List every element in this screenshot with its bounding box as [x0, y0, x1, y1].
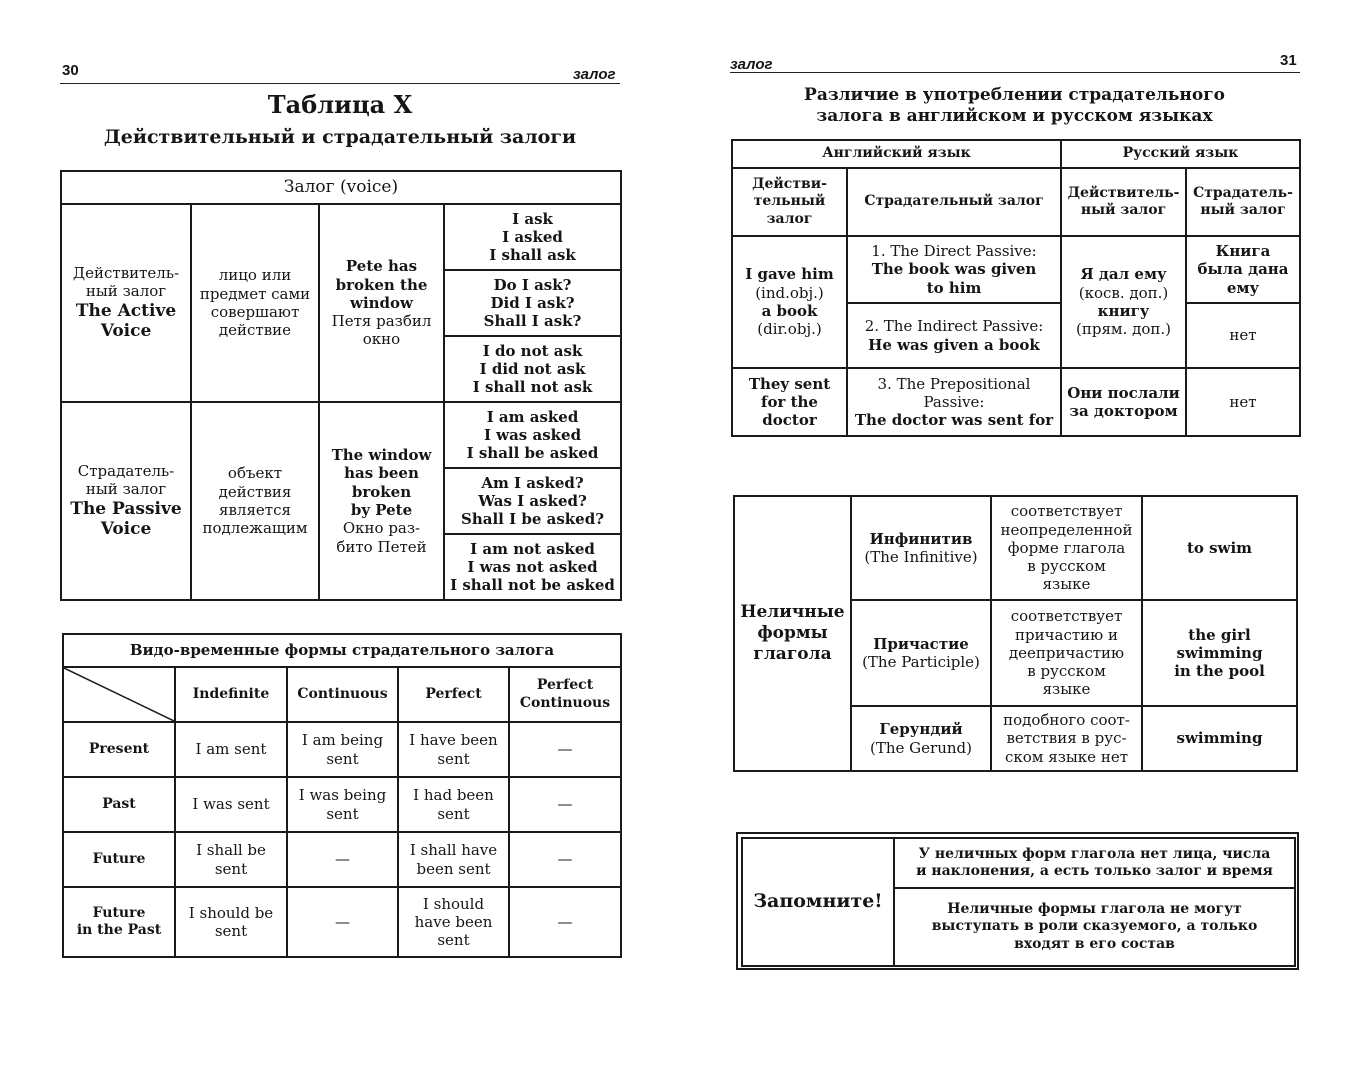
row-label: Past	[63, 777, 175, 832]
voice-table	[60, 170, 622, 601]
subheader-passive-en: Страдательный залог	[847, 168, 1061, 236]
passive-negative-forms: I am not asked I was not asked I shall not be asked	[444, 534, 621, 600]
voice-table-header: Залог (voice)	[61, 171, 621, 204]
comparison-title: Различие в употреблении страдательного залога в английском и русском языках	[804, 85, 1225, 127]
active-question-forms: Do I ask? Did I ask? Shall I ask?	[444, 270, 621, 336]
header-rule-left	[60, 83, 620, 84]
passive-question-forms: Am I asked? Was I asked? Shall I be asked?	[444, 468, 621, 534]
passive-ru-indirect: нет	[1186, 303, 1300, 368]
remember-label: Запомните!	[742, 838, 894, 966]
gerund-name: Герундий (The Gerund)	[851, 706, 991, 771]
active-voice-description: лицо или предмет сами совершают действие	[191, 204, 319, 402]
nonfinite-forms-label: Неличные формы глагола	[734, 496, 851, 771]
nonfinite-forms-table	[733, 495, 1298, 772]
header-rule-right	[730, 72, 1300, 73]
table-cell: —	[287, 832, 398, 887]
table-cell: —	[287, 887, 398, 957]
section-title-right: залог	[730, 56, 773, 73]
table-row	[63, 722, 621, 777]
column-header-perfect: Perfect	[398, 667, 509, 722]
subheader-active-en: Действи- тельный залог	[732, 168, 847, 236]
active-affirmative-forms: I ask I asked I shall ask	[444, 204, 621, 270]
participle-russian: соответствует причастию и деепричастию в русском языке	[991, 600, 1142, 706]
column-header-perfect-continuous: Perfect Continuous	[509, 667, 621, 722]
table-cell: —	[509, 832, 621, 887]
table-cell: I am sent	[175, 722, 287, 777]
table-cell: —	[509, 887, 621, 957]
comparison-table	[731, 139, 1301, 437]
row-label: Present	[63, 722, 175, 777]
table-row	[63, 777, 621, 832]
table-cell: I shall be sent	[175, 832, 287, 887]
passive-voice-name: Страдатель- ный залог The Passive Voice	[61, 402, 191, 600]
table-row	[63, 887, 621, 957]
russian-language-header: Русский язык	[1061, 140, 1300, 168]
table-cell: I am being sent	[287, 722, 398, 777]
passive-voice-description: объект действия является подлежащим	[191, 402, 319, 600]
tense-table-title: Видо-временные формы страдательного залога	[63, 634, 621, 667]
table-title: Таблица X	[267, 90, 413, 119]
column-header-continuous: Continuous	[287, 667, 398, 722]
column-header-indefinite: Indefinite	[175, 667, 287, 722]
table-cell: —	[509, 722, 621, 777]
active-voice-name: Действитель- ный залог The Active Voice	[61, 204, 191, 402]
active-voice-example: Pete has broken the window Петя разбил окно	[319, 204, 444, 402]
subheader-passive-ru: Страдатель- ный залог	[1186, 168, 1300, 236]
corner-diagonal-cell	[63, 667, 175, 722]
english-language-header: Английский язык	[732, 140, 1061, 168]
passive-affirmative-forms: I am asked I was asked I shall be asked	[444, 402, 621, 468]
page-number-right: 31	[1280, 52, 1297, 69]
infinitive-name: Инфинитив (The Infinitive)	[851, 496, 991, 600]
active-negative-forms: I do not ask I did not ask I shall not ask	[444, 336, 621, 402]
subheader-active-ru: Действитель- ный залог	[1061, 168, 1186, 236]
infinitive-russian: соответствует неопределенной форме глагола в русском языке	[991, 496, 1142, 600]
row-label: Future	[63, 832, 175, 887]
active-example-ru: Я дал ему (косв. доп.) книгу (прям. доп.)	[1061, 236, 1186, 368]
remember-note-2: Неличные формы глагола не могут выступать в роли сказуемого, а только входят в его состав	[894, 888, 1295, 966]
table-row	[63, 832, 621, 887]
table-cell: I had been sent	[398, 777, 509, 832]
gerund-example: swimming	[1142, 706, 1297, 771]
indirect-passive-cell: 2. The Indirect Passive: He was given a book	[847, 303, 1061, 368]
table-cell: I shall have been sent	[398, 832, 509, 887]
gerund-russian: подобного соот- ветствия в рус- ском языке нет	[991, 706, 1142, 771]
tense-table	[62, 633, 622, 958]
table-cell: I should have been sent	[398, 887, 509, 957]
prepositional-passive-cell: 3. The Prepositional Passive: The doctor was sent for	[847, 368, 1061, 436]
active-example-en-2: They sent for the doctor	[732, 368, 847, 436]
table-cell: I have been sent	[398, 722, 509, 777]
passive-voice-example: The window has been broken by Pete Окно раз- бито Петей	[319, 402, 444, 600]
participle-name: Причастие (The Participle)	[851, 600, 991, 706]
participle-example: the girl swimming in the pool	[1142, 600, 1297, 706]
active-example-en: I gave him (ind.obj.) a book (dir.obj.)	[732, 236, 847, 368]
table-cell: —	[509, 777, 621, 832]
table-cell: I was being sent	[287, 777, 398, 832]
passive-ru-prepositional: нет	[1186, 368, 1300, 436]
table-cell: I should be sent	[175, 887, 287, 957]
infinitive-example: to swim	[1142, 496, 1297, 600]
table-cell: I was sent	[175, 777, 287, 832]
page-number-left: 30	[62, 62, 79, 79]
active-example-ru-2: Они послали за доктором	[1061, 368, 1186, 436]
section-title-left: залог	[573, 66, 616, 83]
row-label: Future in the Past	[63, 887, 175, 957]
direct-passive-cell: 1. The Direct Passive: The book was given to him	[847, 236, 1061, 303]
table-subtitle: Действительный и страдательный залоги	[103, 126, 577, 148]
remember-note-1: У неличных форм глагола нет лица, числа и наклонения, а есть только залог и время	[894, 838, 1295, 888]
remember-table	[741, 837, 1296, 967]
passive-ru-direct: Книга была дана ему	[1186, 236, 1300, 303]
